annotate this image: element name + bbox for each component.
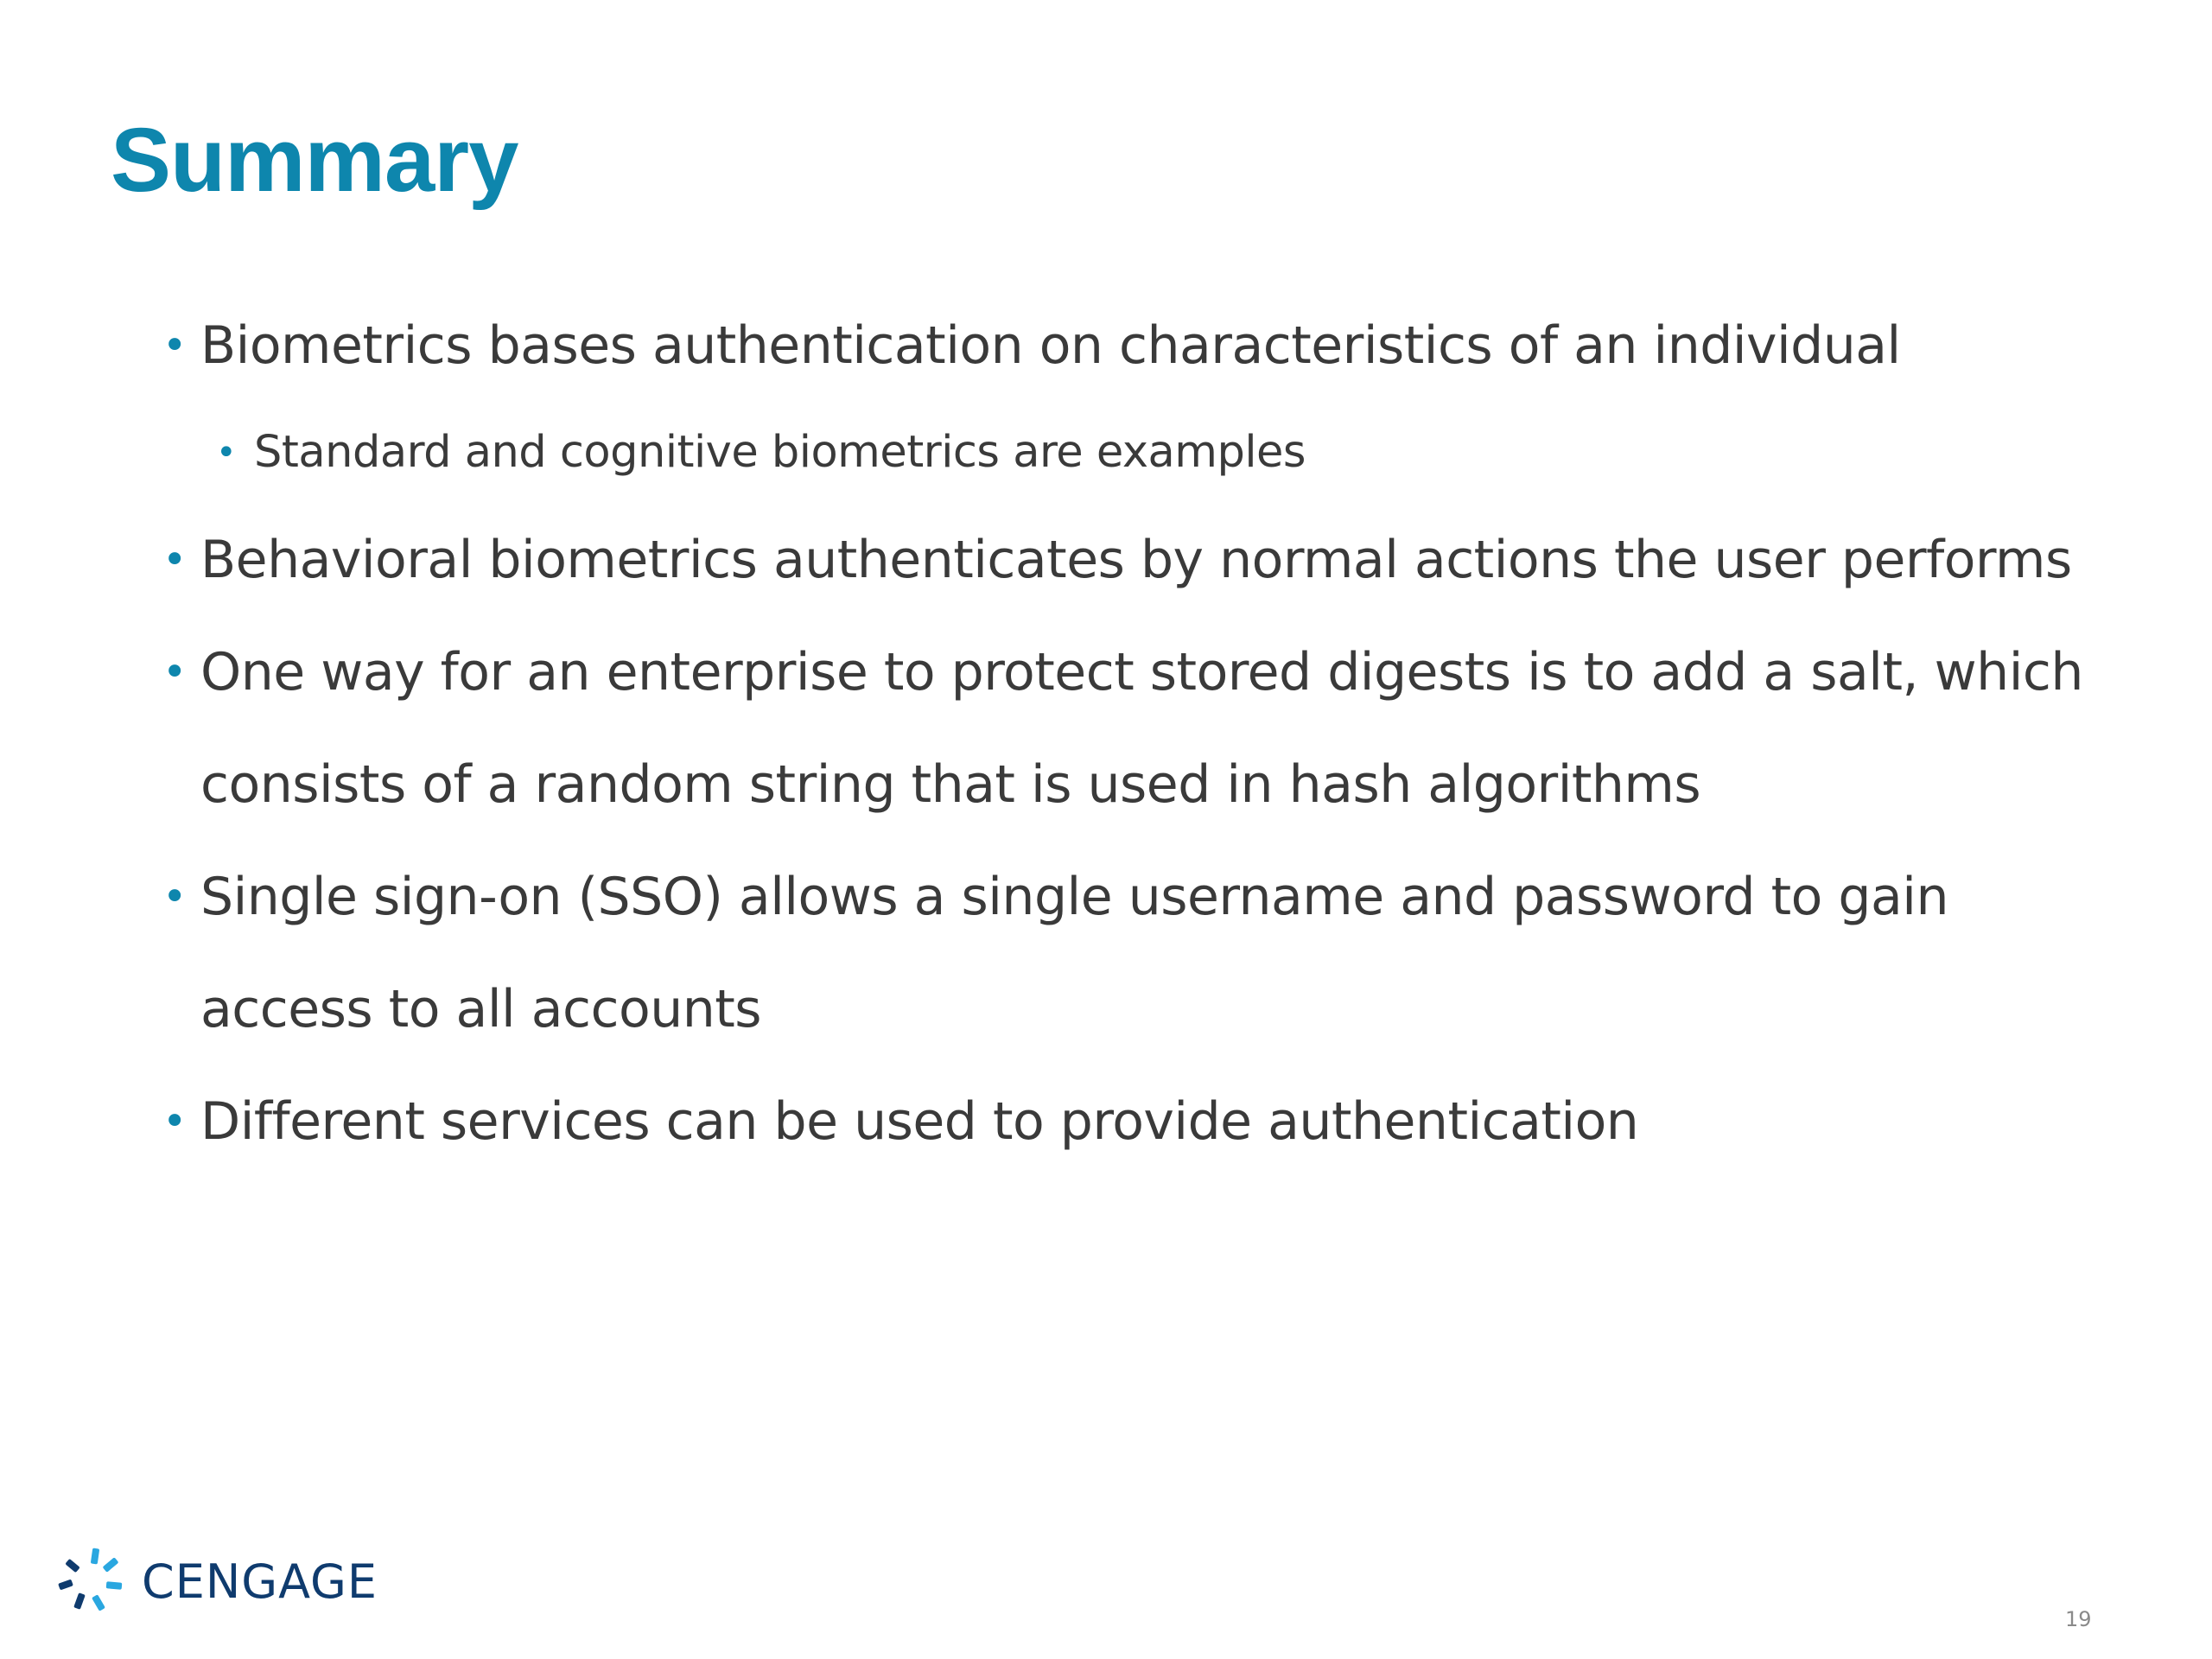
bullet-text: Behavioral biometrics authenticates by normal actions the user performs: [200, 530, 2072, 590]
page-number: 19: [2065, 1607, 2092, 1631]
bullet-text: Different services can be used to provide authentication: [200, 1091, 1639, 1152]
bullet-dot-icon: •: [162, 648, 187, 696]
bullet-item: [156, 504, 2108, 616]
cengage-logo-icon: [57, 1545, 130, 1618]
bullet-text: Standard and cognitive biometrics are examples: [254, 427, 1306, 478]
bullet-text: One way for an enterprise to protect stored digests is to add a salt, which consists of a random string that is used in hash algorithms: [200, 642, 2083, 815]
bullet-list: [156, 289, 2108, 1178]
bullet-dot-icon: •: [162, 1097, 187, 1146]
cengage-logo: [57, 1547, 378, 1616]
bullet-text: Biometrics bases authentication on characteristics of an individual: [200, 315, 1901, 376]
bullet-item: [156, 1065, 2108, 1178]
bullet-text: Single sign-on (SSO) allows a single username and password to gain access to all accounts: [200, 867, 1948, 1039]
bullet-item: [156, 616, 2108, 841]
bullet-item: [156, 289, 2108, 402]
bullet-dot-icon: •: [162, 536, 187, 584]
logo-text: CENGAGE: [142, 1554, 378, 1609]
bullet-dot-icon: •: [162, 873, 187, 921]
bullet-dot-icon: •: [216, 433, 237, 473]
sub-bullet-item: [156, 402, 2108, 504]
bullet-dot-icon: •: [162, 321, 187, 370]
slide-title: Summary: [111, 110, 518, 211]
bullet-item: [156, 841, 2108, 1065]
